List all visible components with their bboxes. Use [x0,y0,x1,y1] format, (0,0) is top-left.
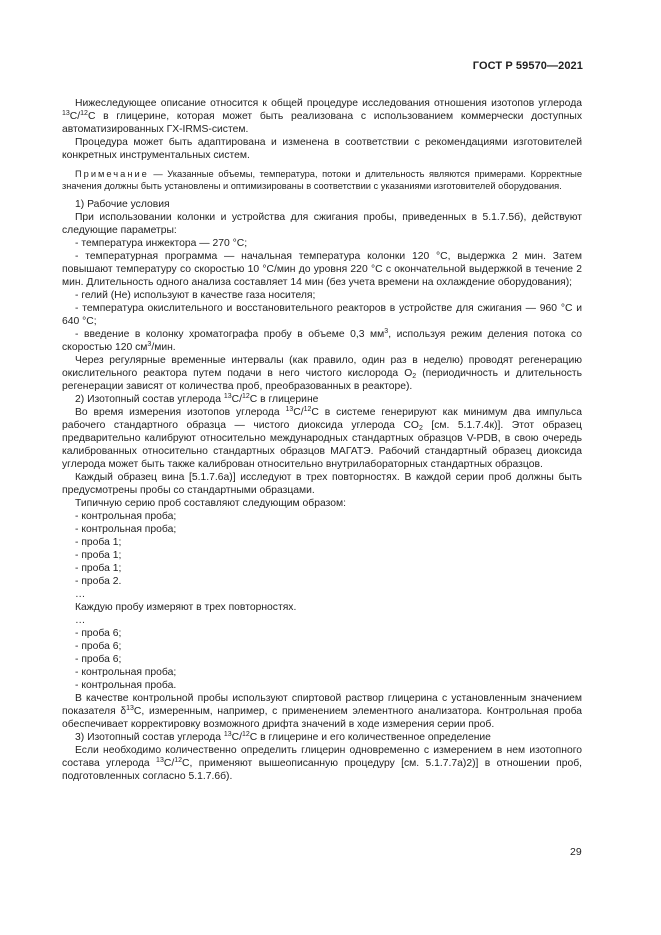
section-1-title: 1) Рабочие условия [75,199,170,210]
section-1-intro: При использовании колонки и устройства для сжигания пробы, приведенных в 5.1.7.5б), действуют следующие параметры: [62,212,582,236]
section-2-paragraph-2: Каждый образец вина [5.1.7.6а)] исследуют в трех повторностях. В каждой серии проб должны быть предусмотрены пробы со стандартными образцами. [62,472,582,496]
section-2-paragraph-4: Каждую пробу измеряют в трех повторностях. [75,602,297,613]
list-item: - температурная программа — начальная температура колонки 120 °С, выдержка 2 мин. Затем повышают температуру со скоростью 10 °С/мин до уровня 220 °С с окончательной выдержкой в течение 2 мин. Длительность одного анализа составляет 14 мин (без учета времени на охлаждение оборудования); [62,251,582,288]
adaptation-paragraph: Процедура может быть адаптирована и изменена в соответствии с рекомендациями изготовителей конкретных инструментальных систем. [62,137,582,161]
list-item: - контрольная проба; [75,524,177,535]
list-item: - температура окислительного и восстановительного реакторов в устройстве для сжигания — 960 °С и 640 °С; [62,303,582,327]
section-3-title: 3) Изотопный состав углерода $^{13}$C/$^{12}$C в глицерине и его количественное определение [75,731,491,743]
list-item: - контрольная проба. [75,680,177,691]
intro-paragraph: Нижеследующее описание относится к общей процедуре исследования отношения изотопов углерода $^{13}$C/$^{12}$C в глицерине, которая может быть реализована с использованием коммерчески доступных автоматизированных ГХ-IRMS-систем. [62,98,582,135]
document-body [62,97,582,783]
regeneration-paragraph: Через регулярные временные интервалы (как правило, один раз в неделю) проводят регенерацию окислительного реактора путем подачи в него чистого кислорода $O_2$ (периодичность и длительность регенерации зависят от количества проб, преобразованных в реакторе). [62,355,582,392]
list-item: - контрольная проба; [75,667,177,678]
list-item: - проба 1; [75,550,122,561]
section-2-title: 2) Изотопный состав углерода $^{13}$C/$^{12}$C в глицерине [75,393,319,405]
section-2-paragraph-5: В качестве контрольной пробы используют спиртовой раствор глицерина с установленным значением показателя $\delta^{13}C$, измеренным, например, с применением элементного анализатора. Контрольная проба обеспечивает корректировку возможного дрифта значений в ходе измерения серии проб. [62,693,583,730]
ellipsis: … [75,589,86,600]
list-item: - проба 1; [75,537,122,548]
list-item: - проба 2. [75,576,122,587]
list-item: - проба 6; [75,641,122,652]
list-item: - гелий (Не) используют в качестве газа носителя; [75,290,316,301]
section-3-paragraph-1: Если необходимо количественно определить глицерин одновременно с измерением в нем изотопного состава углерода $^{13}$C/$^{12}$C, применяют вышеописанную процедуру [см. 5.1.7.7а)2)] в отношении проб, подготовленных согласно 5.1.7.6б). [62,745,582,782]
ellipsis: … [75,615,86,626]
list-item: - проба 6; [75,654,122,665]
list-item: - проба 1; [75,563,122,574]
section-2-paragraph-1: Во время измерения изотопов углерода $^{13}$C/$^{12}$C в системе генерируют как минимум два импульса рабочего стандартного образца — чистого диоксида углерода $CO_2$ [см. 5.1.7.4к)]. Этот образец предварительно калибруют относительно международных стандартных образцов V-PDB, в свою очередь калиброванных относительно стандартных образцов МАГАТЭ. Рабочий стандартный образец диоксида углерода может быть также калиброван относительно внутрилабораторных стандартных образцов. [62,406,582,470]
list-item: - введение в колонку хроматографа пробу в объеме 0,3 $мм^3$, используя режим деления потока со скоростью 120 $см^3$/мин. [62,328,582,353]
page-number: 29 [570,846,582,858]
list-item: - контрольная проба; [75,511,177,522]
section-2-paragraph-3: Типичную серию проб составляют следующим образом: [75,498,346,509]
list-item: - температура инжектора — 270 °С; [75,238,248,249]
note-label: Примечание [75,169,149,179]
note-paragraph: Примечание — Указанные объемы, температура, потоки и длительность являются примерами. Корректные значения должны быть установлены и оптимизированы в соответствии с указаниями изготовителей оборудования. [62,169,582,191]
list-item: - проба 6; [75,628,122,639]
standard-header: ГОСТ Р 59570—2021 [472,60,583,72]
